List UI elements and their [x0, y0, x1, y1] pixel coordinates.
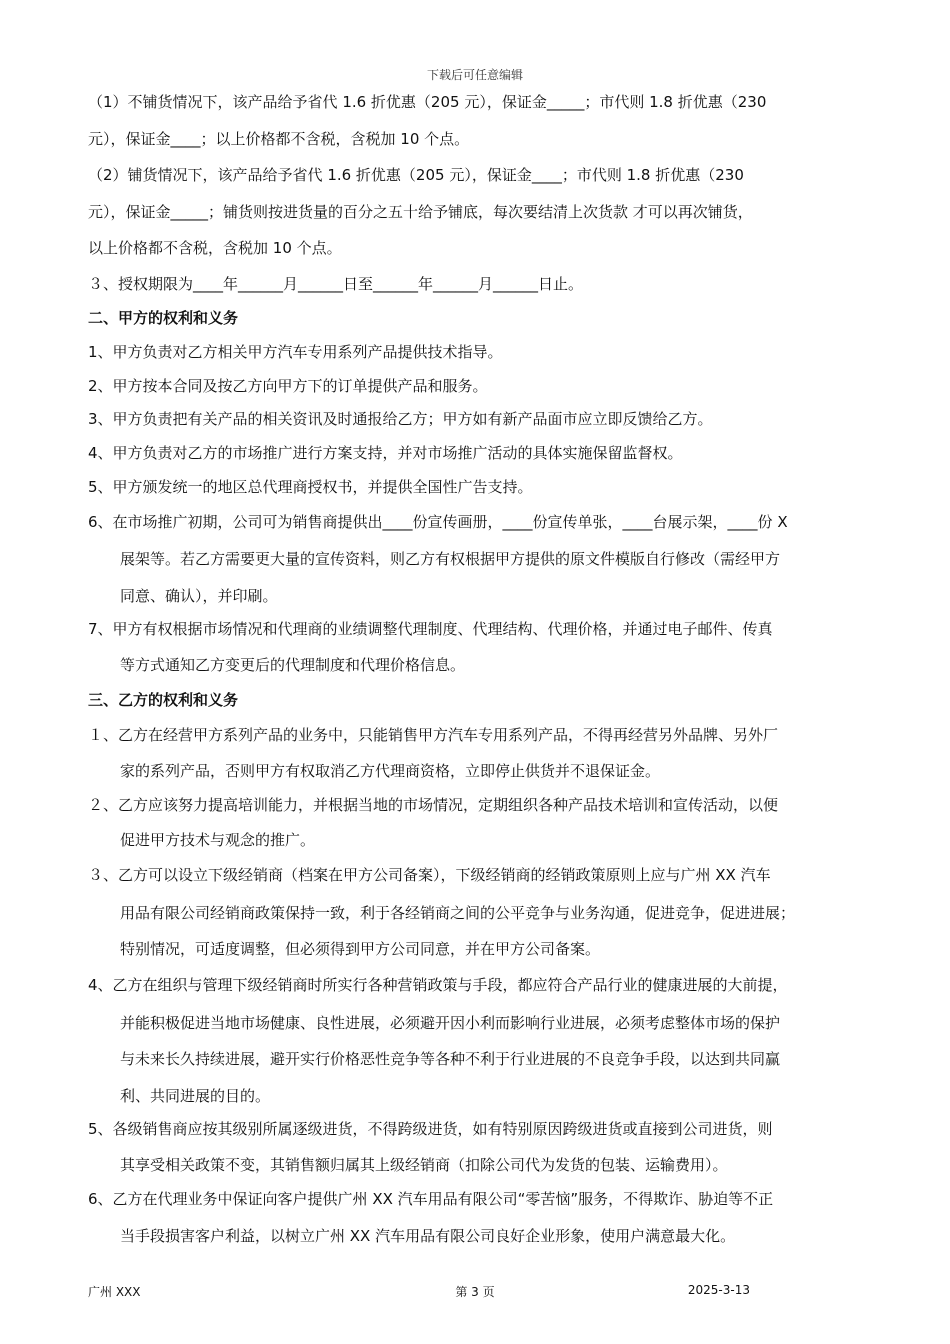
- list-item: 4、乙方在组织与管理下级经销商时所实行各种营销政策与手段，都应符合产品行业的健康进展的大前提，: [88, 976, 788, 994]
- footer-date: 2025-3-13: [687, 1283, 750, 1297]
- text-line: 元），保证金_____；铺货则按进货量的百分之五十给予铺底，每次要结清上次货款 才可以再次铺货，: [88, 203, 753, 221]
- list-item: 1、甲方负责对乙方相关甲方汽车专用系列产品提供技术指导。: [88, 343, 503, 361]
- section-heading: 二、甲方的权利和义务: [88, 309, 239, 327]
- text-line: 以上价格都不含税，含税加 10 个点。: [88, 239, 342, 257]
- section-heading: 三、乙方的权利和义务: [88, 691, 239, 709]
- list-item: １、乙方在经营甲方系列产品的业务中，只能销售甲方汽车专用系列产品，不得再经营另外品牌、另外厂: [88, 726, 779, 744]
- list-item-cont: 展架等。若乙方需要更大量的宣传资料，则乙方有权根据甲方提供的原文件模版自行修改（需经甲方: [120, 550, 781, 568]
- text-line: （2）铺货情况下，该产品给予省代 1.6 折优惠（205 元），保证金____；市代则 1.8 折优惠（230: [88, 166, 744, 184]
- list-item-cont: 等方式通知乙方变更后的代理制度和代理价格信息。: [120, 656, 466, 674]
- list-item: 4、甲方负责对乙方的市场推广进行方案支持，并对市场推广活动的具体实施保留监督权。: [88, 444, 683, 462]
- footer-page-number: 第 3 页: [455, 1285, 495, 1299]
- list-item-cont: 利、共同进展的目的。: [120, 1087, 271, 1105]
- list-item: 6、在市场推广初期，公司可为销售商提供出____份宣传画册，____份宣传单张，____台展示架，____份 X: [88, 513, 788, 531]
- text-line: （1）不铺货情况下，该产品给予省代 1.6 折优惠（205 元），保证金_____；市代则 1.8 折优惠（230: [88, 93, 767, 111]
- list-item-cont: 当手段损害客户利益，以树立广州 XX 汽车用品有限公司良好企业形象，使用户满意最大化。: [120, 1227, 736, 1245]
- list-item: 2、甲方按本合同及按乙方向甲方下的订单提供产品和服务。: [88, 377, 488, 395]
- list-item-cont: 促进甲方技术与观念的推广。: [120, 831, 316, 849]
- list-item: 5、甲方颁发统一的地区总代理商授权书，并提供全国性广告支持。: [88, 478, 533, 496]
- list-item: 7、甲方有权根据市场情况和代理商的业绩调整代理制度、代理结构、代理价格，并通过电子邮件、传真: [88, 620, 773, 638]
- list-item-cont: 与未来长久持续进展，避开实行价格恶性竞争等各种不利于行业进展的不良竞争手段，以达到共同赢: [120, 1050, 781, 1068]
- page-header: 下载后可任意编辑: [426, 68, 523, 82]
- list-item: 5、各级销售商应按其级别所属逐级进货，不得跨级进货，如有特别原因跨级进货或直接到公司进货，则: [88, 1120, 773, 1138]
- list-item-cont: 其享受相关政策不变，其销售额归属其上级经销商（扣除公司代为发货的包装、运输费用）。: [120, 1156, 728, 1174]
- list-item-cont: 并能积极促进当地市场健康、良性进展，必须避开因小利而影响行业进展，必须考虑整体市场的保护: [120, 1014, 781, 1032]
- list-item: ３、乙方可以设立下级经销商（档案在甲方公司备案），下级经销商的经销政策原则上应与广州 XX 汽车: [88, 866, 771, 884]
- list-item: 6、乙方在代理业务中保证向客户提供广州 XX 汽车用品有限公司“零苦恼”服务，不得欺诈、胁迫等不正: [88, 1190, 774, 1208]
- list-item: ２、乙方应该努力提高培训能力，并根据当地的市场情况，定期组织各种产品技术培训和宣传活动，以便: [88, 796, 779, 814]
- list-item-cont: 家的系列产品，否则甲方有权取消乙方代理商资格，立即停止供货并不退保证金。: [120, 762, 661, 780]
- text-line: 元），保证金____；以上价格都不含税，含税加 10 个点。: [88, 130, 470, 148]
- list-item: 3、甲方负责把有关产品的相关资讯及时通报给乙方；甲方如有新产品面市应立即反馈给乙方。: [88, 410, 713, 428]
- list-item-cont: 同意、确认），并印刷。: [120, 587, 278, 605]
- footer-company: 广州 XXX: [88, 1285, 141, 1299]
- list-item-cont: 用品有限公司经销商政策保持一致，利于各经销商之间的公平竞争与业务沟通，促进竞争，促进进展；: [120, 904, 796, 922]
- list-item-cont: 特别情况，可适度调整，但必须得到甲方公司同意，并在甲方公司备案。: [120, 940, 601, 958]
- text-line: ３、授权期限为____年______月______日至______年______月______日止。: [88, 275, 584, 293]
